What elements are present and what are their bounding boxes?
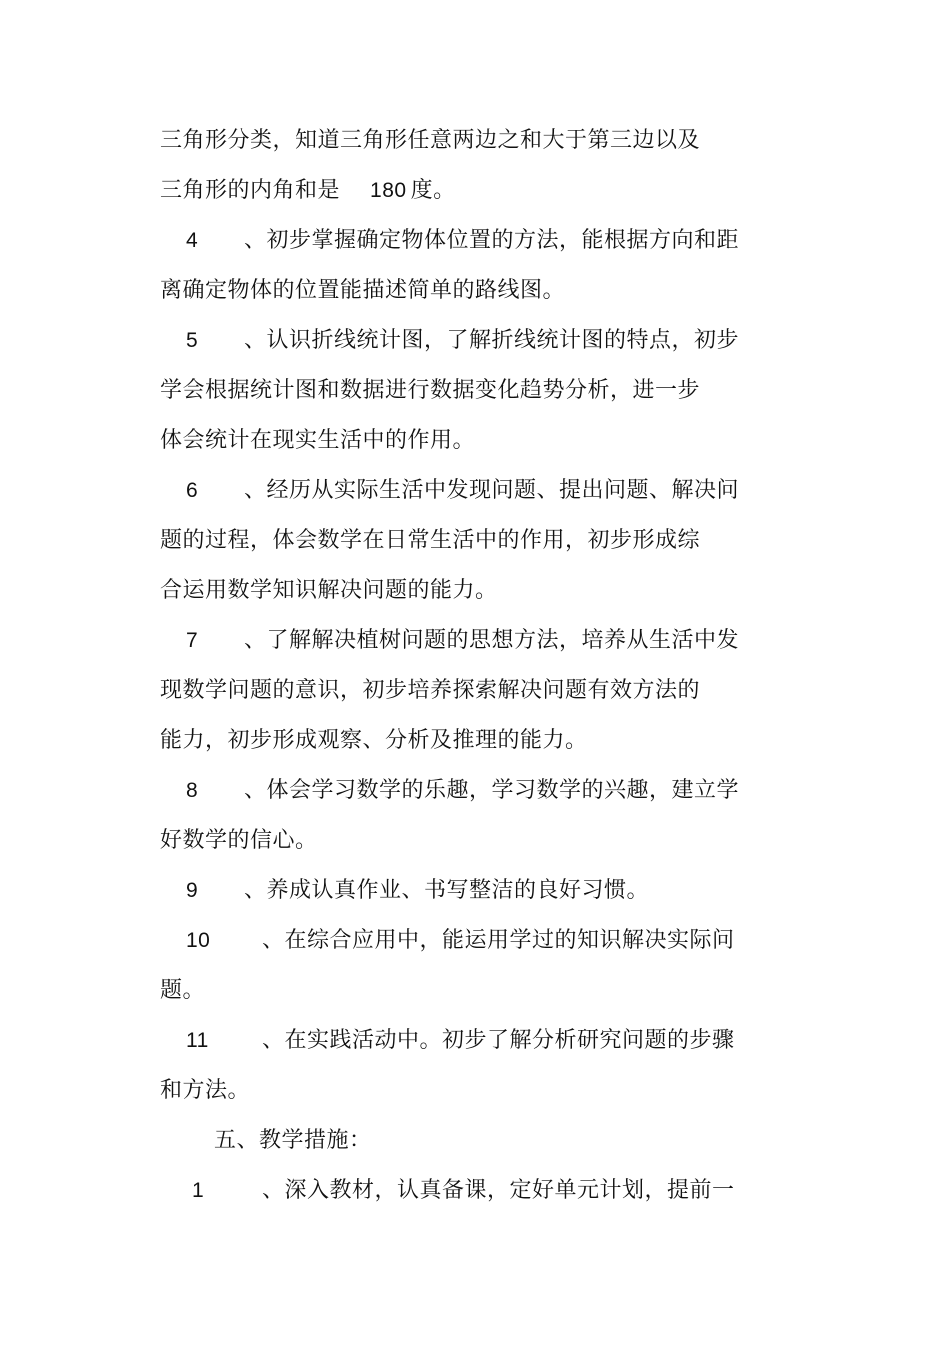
line-text: 、在综合应用中，能运用学过的知识解决实际问 (262, 928, 735, 953)
item-number: 7 (186, 629, 199, 652)
line-text: 能力，初步形成观察、分析及推理的能力。 (160, 728, 588, 753)
text-line (160, 826, 318, 856)
item-number: 11 (186, 1029, 209, 1052)
line-text: 、经历从实际生活中发现问题、提出问题、解决问 (244, 478, 740, 503)
line-text: 度。 (410, 178, 456, 203)
text-line (160, 276, 565, 306)
line-text: 题的过程，体会数学在日常生活中的作用，初步形成综 (160, 528, 701, 553)
line-text: 离确定物体的位置能描述简单的路线图。 (160, 278, 566, 303)
item-number: 5 (186, 329, 199, 352)
item-number: 9 (186, 879, 199, 902)
list-item-6 (160, 476, 739, 506)
text-line (160, 426, 475, 456)
item-number: 1 (192, 1179, 205, 1202)
text-line (160, 126, 700, 156)
line-text: 、深入教材，认真备课，定好单元计划，提前一 (262, 1178, 735, 1203)
line-text: 题。 (160, 978, 206, 1003)
line-text: 和方法。 (160, 1078, 251, 1103)
heading-text: 五、教学措施： (214, 1128, 372, 1153)
text-line (160, 576, 498, 606)
line-text: 三角形分类，知道三角形任意两边之和大于第三边以及 (160, 128, 701, 153)
list-item-1 (160, 1176, 735, 1206)
line-text: 、认识折线统计图，了解折线统计图的特点，初步 (244, 328, 740, 353)
line-text: 、养成认真作业、书写整洁的良好习惯。 (244, 878, 650, 903)
text-line (160, 526, 700, 556)
line-text: 、体会学习数学的乐趣，学习数学的兴趣，建立学 (244, 778, 740, 803)
list-item-10 (160, 926, 735, 956)
list-item-8 (160, 776, 739, 806)
text-line (160, 676, 700, 706)
list-item-11 (160, 1026, 735, 1056)
text-line (160, 976, 205, 1006)
line-text: 三角形的内角和是 (160, 178, 341, 203)
list-item-9 (160, 876, 649, 906)
section-heading (214, 1126, 372, 1156)
line-text: 体会统计在现实生活中的作用。 (160, 428, 476, 453)
line-text: 合运用数学知识解决问题的能力。 (160, 578, 498, 603)
item-number: 10 (186, 929, 211, 952)
line-text: 现数学问题的意识，初步培养探索解决问题有效方法的 (160, 678, 701, 703)
item-number: 6 (186, 479, 199, 502)
line-text: 、了解解决植树问题的思想方法，培养从生活中发 (244, 628, 740, 653)
list-item-7 (160, 626, 739, 656)
line-text: 、初步掌握确定物体位置的方法，能根据方向和距 (244, 228, 740, 253)
line-text: 好数学的信心。 (160, 828, 318, 853)
list-item-4 (160, 226, 739, 256)
degree-number: 180 (370, 179, 407, 202)
text-line (160, 1076, 250, 1106)
line-text: 学会根据统计图和数据进行数据变化趋势分析，进一步 (160, 378, 701, 403)
text-line (160, 376, 700, 406)
line-text: 、在实践活动中。初步了解分析研究问题的步骤 (262, 1028, 735, 1053)
text-line (160, 726, 588, 756)
item-number: 8 (186, 779, 199, 802)
text-line (160, 176, 456, 206)
list-item-5 (160, 326, 739, 356)
item-number: 4 (186, 229, 199, 252)
